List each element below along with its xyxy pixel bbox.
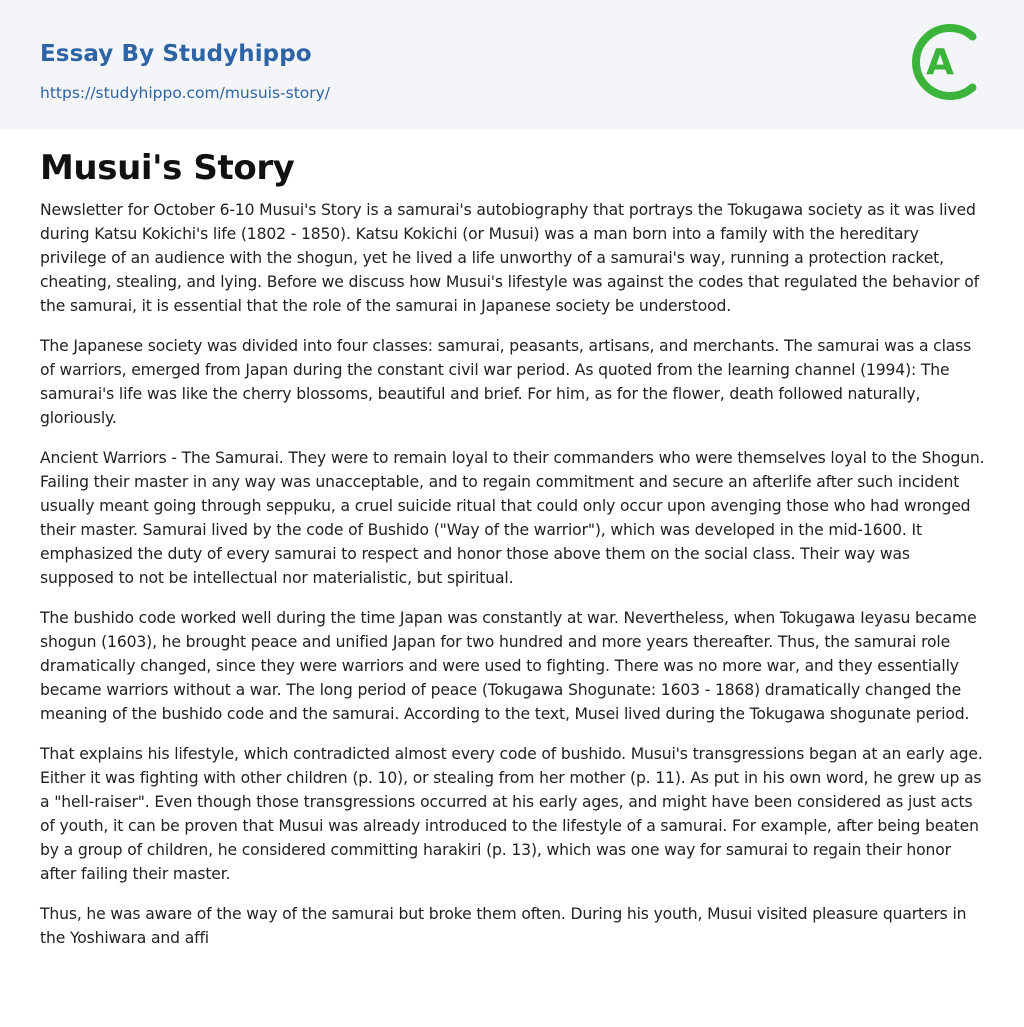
studyhippo-logo-icon[interactable] — [912, 19, 988, 105]
site-brand[interactable]: Essay By Studyhippo — [40, 41, 312, 67]
essay-url-link[interactable]: https://studyhippo.com/musuis-story/ — [40, 84, 331, 102]
essay-paragraph: That explains his lifestyle, which contradicted almost every code of bushido. Musui's transgressions began at an early age. Either it was fighting with other children (p. 10), or stealing from her mother (p. 11). As put in his own word, he grew up as a "hell-raiser". Even though those transgressions occurred at his early ages, and might have been considered as just acts of youth, it can be proven that Musui was already introduced to the lifestyle of a samurai. For example, after being beaten by a group of children, he considered committing harakiri (p. 13), which was one way for samurai to regain their honor after failing their master. — [40, 745, 983, 883]
essay-paragraph: Thus, he was aware of the way of the samurai but broke them often. During his youth, Musui visited pleasure quarters in the Yoshiwara and affi — [40, 905, 967, 947]
essay-paragraph: Ancient Warriors - The Samurai. They were to remain loyal to their commanders who were themselves loyal to the Shogun. Failing their master in any way was unacceptable, and to regain commitment and secure an afterlife after such incident usually meant going through seppuku, a cruel suicide ritual that could only occur upon avenging those who had wronged their master. Samurai lived by the code of Bushido ("Way of the warrior"), which was developed in the mid-1600. It emphasized the duty of every samurai to respect and honor those above them on the social class. Their way was supposed to not be intellectual nor materialistic, but spiritual. — [40, 449, 985, 587]
essay-paragraph: The bushido code worked well during the time Japan was constantly at war. Nevertheless, when Tokugawa Ieyasu became shogun (1603), he brought peace and unified Japan for two hundred and more years thereafter. Thus, the samurai role dramatically changed, since they were warriors and were used to fighting. There was no more war, and they essentially became warriors without a war. The long period of peace (Tokugawa Shogunate: 1603 - 1868) dramatically changed the meaning of the bushido code and the samurai. According to the text, Musei lived during the Tokugawa shogunate period. — [40, 609, 977, 723]
essay-paragraph: Newsletter for October 6-10 Musui's Story is a samurai's autobiography that portrays the Tokugawa society as it was lived during Katsu Kokichi's life (1802 - 1850). Katsu Kokichi (or Musui) was a man born into a family with the hereditary privilege of an audience with the shogun, yet he lived a life unworthy of a samurai's way, running a protection racket, cheating, stealing, and lying. Before we discuss how Musui's lifestyle was against the codes that regulated the behavior of the samurai, it is essential that the role of the samurai in Japanese society be understood. — [40, 201, 980, 315]
site-header — [0, 0, 1024, 129]
logo-letter: A — [926, 42, 954, 83]
essay-content — [40, 146, 988, 966]
essay-paragraph: The Japanese society was divided into four classes: samurai, peasants, artisans, and merchants. The samurai was a class of warriors, emerged from Japan during the constant civil war period. As quoted from the learning channel (1994): The samurai's life was like the cherry blossoms, beautiful and brief. For him, as for the flower, death followed naturally, gloriously. — [40, 337, 972, 427]
essay-title: Musui's Story — [40, 148, 295, 188]
